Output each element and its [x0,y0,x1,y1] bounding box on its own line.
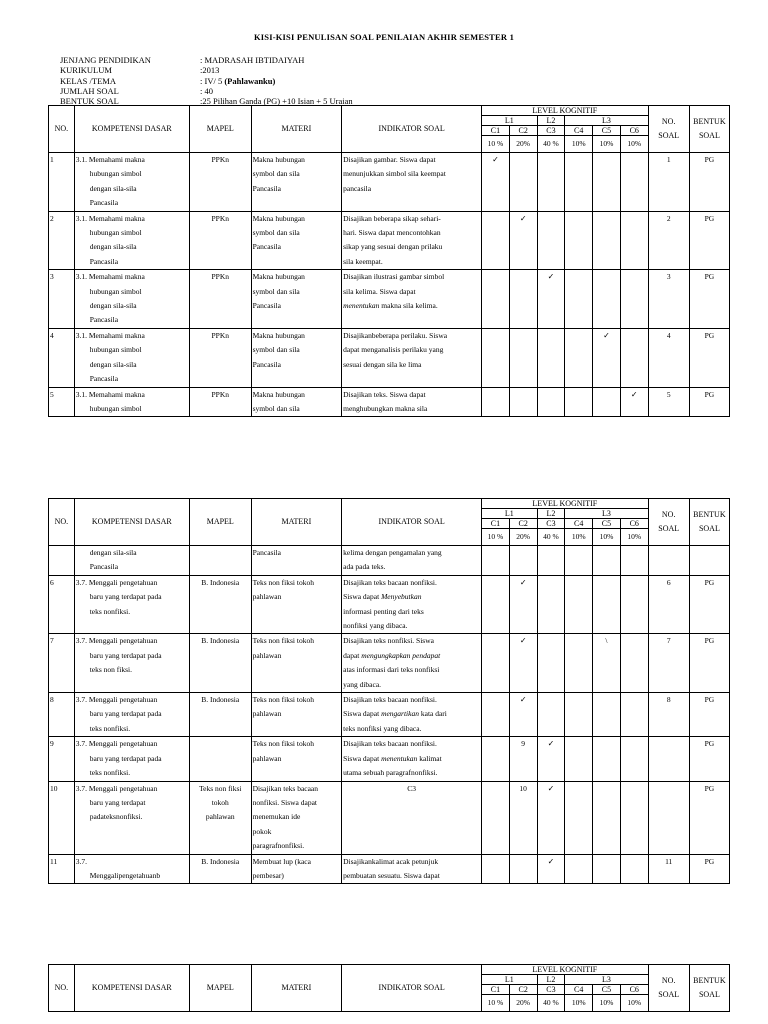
cell-c3 [537,854,565,884]
cell-c6 [620,546,648,576]
cell-kompetensi-dasar: dengan sila-sila Pancasila [74,546,189,576]
cell-mapel: PPKn [189,328,251,387]
document-info [60,55,353,106]
cell-materi: Pancasila [251,546,342,576]
cell-materi: Teks non fiksi tokoh pahlawan [251,575,342,634]
cell-bentuk-soal: PG [689,575,729,634]
cell-kompetensi-dasar: 3.1. Memahami makna hubungan simbol dengan sila-sila Pancasila [74,328,189,387]
cell-c6 [620,328,648,387]
cell-no: 6 [49,575,75,634]
header-p4: 10% [565,529,593,546]
cell-kompetensi-dasar: 3.7. Menggali pengetahuan baru yang terdapat pada teks non fiksi. [74,634,189,693]
cell-indikator: Disajikan teks bacaan nonfiksi. Siswa dapat menentukan kalimat utama sebuah paragrafnonfiksi. [342,737,482,781]
cell-kompetensi-dasar: 3.1. Memahami makna hubungan simbol dengan sila-sila Pancasila [74,153,189,212]
header-p4: 10% [565,995,593,1012]
info-key: BENTUK SOAL [60,96,119,107]
info-row [60,86,353,96]
cell-no-soal: 6 [648,575,689,634]
cell-bentuk-soal: PG [689,270,729,329]
info-value: :25 Pilihan Ganda (PG) +10 Isian + 5 Uraian [200,96,353,107]
cell-c4 [565,737,593,781]
header-l1: L1 [482,975,538,985]
cell-no: 9 [49,737,75,781]
cell-no-soal: 5 [648,387,689,417]
cell-mapel [189,546,251,576]
header-mapel: MAPEL [189,499,251,546]
info-key: KELAS /TEMA [60,75,116,86]
cell-indikator: Disajikan teks nonfiksi. Siswa dapat mengungkapkan pendapat atas informasi dari teks nonfiksi yang dibaca. [342,634,482,693]
header-no: NO. [49,965,75,1012]
cell-kompetensi-dasar: 3.1. Memahami makna hubungan simbol dengan sila-sila Pancasila [74,270,189,329]
cell-indikator: Disajikan beberapa sikap sehari- hari. Siswa dapat mencontohkan sikap yang sesuai dengan prilaku sila keempat. [342,211,482,270]
cell-no-soal: 2 [648,211,689,270]
check-icon: ✓ [547,272,555,282]
header-indikator: INDIKATOR SOAL [342,106,482,153]
header-p3: 40 % [537,529,565,546]
cell-c1 [482,153,510,212]
cell-no [49,546,75,576]
cell-no: 7 [49,634,75,693]
header-c2: C2 [509,126,537,136]
header-c4: C4 [565,519,593,529]
info-value: : 40 [200,85,213,96]
cell-c3 [537,211,565,270]
cell-materi: Makna hubungan symbol dan sila Pancasila [251,328,342,387]
cell-bentuk-soal: PG [689,854,729,884]
table-row [49,328,730,387]
header-bentuk-soal: BENTUK SOAL [689,965,729,1012]
header-l2: L2 [537,975,565,985]
header-c6: C6 [620,985,648,995]
cell-c5 [593,575,621,634]
cell-no: 3 [49,270,75,329]
header-indikator: INDIKATOR SOAL [342,499,482,546]
cell-c3 [537,387,565,417]
cell-materi: Teks non fiksi tokoh pahlawan [251,634,342,693]
info-row [60,76,353,86]
cell-bentuk-soal: PG [689,387,729,417]
cell-c6 [620,634,648,693]
cell-kompetensi-dasar: 3.7. Menggali pengetahuan baru yang terdapat pada teks nonfiksi. [74,737,189,781]
cell-c5 [593,781,621,854]
cell-c6 [620,781,648,854]
cell-bentuk-soal: PG [689,211,729,270]
cell-mapel: B. Indonesia [189,634,251,693]
cell-c1 [482,328,510,387]
header-l3: L3 [565,975,648,985]
check-icon: ✓ [547,856,555,866]
cell-c1 [482,211,510,270]
cell-materi: Disajikan teks bacaan nonfiksi. Siswa dapat menemukan ide pokok paragrafnonfiksi. [251,781,342,854]
info-value: :2013 [200,65,220,76]
header-p6: 10% [620,136,648,153]
cell-mapel: B. Indonesia [189,575,251,634]
cell-c4 [565,693,593,737]
header-l1: L1 [482,509,538,519]
cell-bentuk-soal: PG [689,634,729,693]
cell-mapel: PPKn [189,387,251,417]
header-p6: 10% [620,995,648,1012]
document-title: KISI-KISI PENULISAN SOAL PENILAIAN AKHIR SEMESTER 1 [253,32,515,42]
header-kd: KOMPETENSI DASAR [74,965,189,1012]
header-c3: C3 [537,985,565,995]
cell-c5 [593,211,621,270]
grid-table-3 [48,964,730,1012]
cell-c3 [537,693,565,737]
cell-c6 [620,211,648,270]
cell-c2 [509,546,537,576]
header-c6: C6 [620,519,648,529]
cell-c2 [509,634,537,693]
header-bentuk-soal: BENTUK SOAL [689,106,729,153]
cell-c1 [482,575,510,634]
cell-bentuk-soal: PG [689,693,729,737]
header-p1: 10 % [482,995,510,1012]
cell-c3 [537,270,565,329]
cell-indikator: kelima dengan pengamalan yang ada pada teks. [342,546,482,576]
cell-c5 [593,546,621,576]
cell-c6 [620,737,648,781]
cell-c6 [620,854,648,884]
cell-c3 [537,328,565,387]
cell-c5 [593,153,621,212]
grid-table-2 [48,498,730,884]
cell-indikator: Disajikankalimat acak petunjuk pembuatan sesuatu. Siswa dapat [342,854,482,884]
header-l3: L3 [565,116,648,126]
cell-materi: Makna hubungan symbol dan sila Pancasila [251,270,342,329]
header-p2: 20% [509,529,537,546]
header-p3: 40 % [537,995,565,1012]
cell-c4 [565,328,593,387]
cell-bentuk-soal: PG [689,153,729,212]
cell-materi: Makna hubungan symbol dan sila Pancasila [251,211,342,270]
cell-c2 [509,387,537,417]
cell-indikator: Disajikan ilustrasi gambar simbol sila kelima. Siswa dapat menentukan makna sila kelima. [342,270,482,329]
header-no: NO. [49,106,75,153]
cell-c4 [565,153,593,212]
cell-c5 [593,854,621,884]
cell-c2 [509,854,537,884]
cell-indikator: Disajikan teks bacaan nonfiksi. Siswa dapat mengartikan kata dari teks nonfiksi yang dibaca. [342,693,482,737]
check-icon: ✓ [492,155,499,164]
header-c1: C1 [482,519,510,529]
cell-indikator: Disajikan teks bacaan nonfiksi. Siswa dapat Menyebutkan informasi penting dari teks nonfiksi yang dibaca. [342,575,482,634]
cell-c5 [593,328,621,387]
header-c5: C5 [593,126,621,136]
header-p2: 20% [509,995,537,1012]
header-no: NO. [49,499,75,546]
cell-c2: 9 [509,737,537,781]
cell-no-soal: 8 [648,693,689,737]
check-icon: ✓ [630,389,638,399]
cell-materi: Makna hubungan symbol dan sila Pancasila [251,153,342,212]
header-p1: 10 % [482,136,510,153]
cell-c6 [620,387,648,417]
cell-c3 [537,737,565,781]
cell-kompetensi-dasar: 3.1. Memahami makna hubungan simbol [74,387,189,417]
header-kd: KOMPETENSI DASAR [74,499,189,546]
cell-c5 [593,270,621,329]
cell-indikator: Disajikan gambar. Siswa dapat menunjukkan simbol sila keempat pancasila [342,153,482,212]
header-p1: 10 % [482,529,510,546]
table-row [49,546,730,576]
cell-materi: Makna hubungan symbol dan sila [251,387,342,417]
header-l2: L2 [537,509,565,519]
cell-c5 [593,737,621,781]
cell-materi: Teks non fiksi tokoh pahlawan [251,693,342,737]
cell-materi: Membuat lup (kaca pembesar) [251,854,342,884]
cell-c6 [620,575,648,634]
table-row [49,693,730,737]
cell-kompetensi-dasar: 3.7. Menggali pengetahuan baru yang terdapat pada teks nonfiksi. [74,693,189,737]
header-materi: MATERI [251,499,342,546]
cell-c4 [565,270,593,329]
header-no-soal: NO. SOAL [648,499,689,546]
cell-kompetensi-dasar: 3.7. Menggalipengetahuanb [74,854,189,884]
cell-no: 11 [49,854,75,884]
header-bentuk-soal: BENTUK SOAL [689,499,729,546]
info-row [60,55,353,65]
cell-no: 8 [49,693,75,737]
header-no-soal: NO. SOAL [648,106,689,153]
cell-c4 [565,854,593,884]
header-materi: MATERI [251,106,342,153]
cell-indikator: Disajikanbeberapa perilaku. Siswa dapat menganalisis perilaku yang sesuai dengan sila ke lima [342,328,482,387]
cell-mapel: PPKn [189,153,251,212]
check-icon: ✓ [519,695,527,705]
cell-c4 [565,634,593,693]
cell-kompetensi-dasar: 3.1. Memahami makna hubungan simbol dengan sila-sila Pancasila [74,211,189,270]
cell-c2 [509,211,537,270]
cell-c1 [482,854,510,884]
header-p6: 10% [620,529,648,546]
check-icon: ✓ [519,577,527,587]
cell-c2 [509,270,537,329]
header-p5: 10% [593,529,621,546]
cell-no: 10 [49,781,75,854]
cell-bentuk-soal [689,546,729,576]
cell-c1 [482,634,510,693]
cell-c5 [593,387,621,417]
check-icon: ✓ [547,783,555,793]
check-icon: ✓ [547,739,555,749]
table-row [49,854,730,884]
cell-c4 [565,781,593,854]
cell-mapel [189,737,251,781]
header-p3: 40 % [537,136,565,153]
info-row [60,65,353,75]
cell-c3 [537,153,565,212]
header-c4: C4 [565,126,593,136]
cell-no-soal [648,546,689,576]
cell-no-soal: 3 [648,270,689,329]
header-level-kognitif: LEVEL KOGNITIF [482,106,649,116]
header-c1: C1 [482,126,510,136]
cell-bentuk-soal: PG [689,328,729,387]
cell-mapel: B. Indonesia [189,693,251,737]
cell-c2: 10 [509,781,537,854]
cell-c4 [565,575,593,634]
info-value: : MADRASAH IBTIDAIYAH [200,55,305,65]
header-p2: 20% [509,136,537,153]
table-row [49,575,730,634]
cell-no-soal: 1 [648,153,689,212]
cell-c5: \ [593,634,621,693]
header-c5: C5 [593,519,621,529]
header-l2: L2 [537,116,565,126]
header-l3: L3 [565,509,648,519]
cell-no-soal [648,737,689,781]
cell-indikator: C3 [342,781,482,854]
cell-no-soal: 4 [648,328,689,387]
cell-bentuk-soal: PG [689,781,729,854]
table-row [49,781,730,854]
header-indikator: INDIKATOR SOAL [342,965,482,1012]
cell-no: 4 [49,328,75,387]
cell-indikator: Disajikan teks. Siswa dapat menghubungkan makna sila [342,387,482,417]
header-mapel: MAPEL [189,965,251,1012]
table-row [49,211,730,270]
header-level-kognitif: LEVEL KOGNITIF [482,499,649,509]
cell-c3 [537,634,565,693]
table-row [49,634,730,693]
cell-no: 5 [49,387,75,417]
header-c2: C2 [509,985,537,995]
cell-c3 [537,546,565,576]
header-c1: C1 [482,985,510,995]
header-level-kognitif: LEVEL KOGNITIF [482,965,649,975]
grid-table-1 [48,105,730,417]
header-c2: C2 [509,519,537,529]
cell-no: 1 [49,153,75,212]
cell-c4 [565,387,593,417]
header-p4: 10% [565,136,593,153]
cell-mapel: Teks non fiksi tokoh pahlawan [189,781,251,854]
cell-bentuk-soal: PG [689,737,729,781]
cell-c1 [482,546,510,576]
header-kd: KOMPETENSI DASAR [74,106,189,153]
header-c6: C6 [620,126,648,136]
cell-no-soal: 7 [648,634,689,693]
cell-c1 [482,270,510,329]
info-key: JENJANG PENDIDIKAN [60,55,151,65]
cell-c2 [509,328,537,387]
header-materi: MATERI [251,965,342,1012]
cell-c2 [509,153,537,212]
cell-c1 [482,693,510,737]
table-row [49,737,730,781]
table-row [49,387,730,417]
cell-c3 [537,575,565,634]
cell-c6 [620,270,648,329]
header-mapel: MAPEL [189,106,251,153]
cell-c6 [620,153,648,212]
header-p5: 10% [593,136,621,153]
header-c3: C3 [537,519,565,529]
header-c3: C3 [537,126,565,136]
cell-c3 [537,781,565,854]
header-c4: C4 [565,985,593,995]
check-icon: ✓ [519,636,527,646]
check-icon: ✓ [603,330,610,340]
cell-materi: Teks non fiksi tokoh pahlawan [251,737,342,781]
cell-c1 [482,737,510,781]
header-no-soal: NO. SOAL [648,965,689,1012]
cell-c2 [509,693,537,737]
cell-kompetensi-dasar: 3.7. Menggali pengetahuan baru yang terdapat padateksnonfiksi. [74,781,189,854]
cell-c6 [620,693,648,737]
header-l1: L1 [482,116,538,126]
info-value: : IV/ 5 (Pahlawanku) [200,75,276,86]
cell-no-soal: 11 [648,854,689,884]
header-p5: 10% [593,995,621,1012]
cell-c4 [565,546,593,576]
cell-mapel: PPKn [189,270,251,329]
table-row [49,270,730,329]
cell-kompetensi-dasar: 3.7. Menggali pengetahuan baru yang terdapat pada teks nonfiksi. [74,575,189,634]
cell-c1 [482,781,510,854]
info-key: KURIKULUM [60,65,112,76]
info-key: JUMLAH SOAL [60,85,119,96]
cell-mapel: B. Indonesia [189,854,251,884]
cell-c4 [565,211,593,270]
cell-no: 2 [49,211,75,270]
cell-no-soal [648,781,689,854]
table-row [49,153,730,212]
cell-mapel: PPKn [189,211,251,270]
cell-c5 [593,693,621,737]
cell-c1 [482,387,510,417]
cell-c2 [509,575,537,634]
header-c5: C5 [593,985,621,995]
check-icon: ✓ [519,213,527,223]
